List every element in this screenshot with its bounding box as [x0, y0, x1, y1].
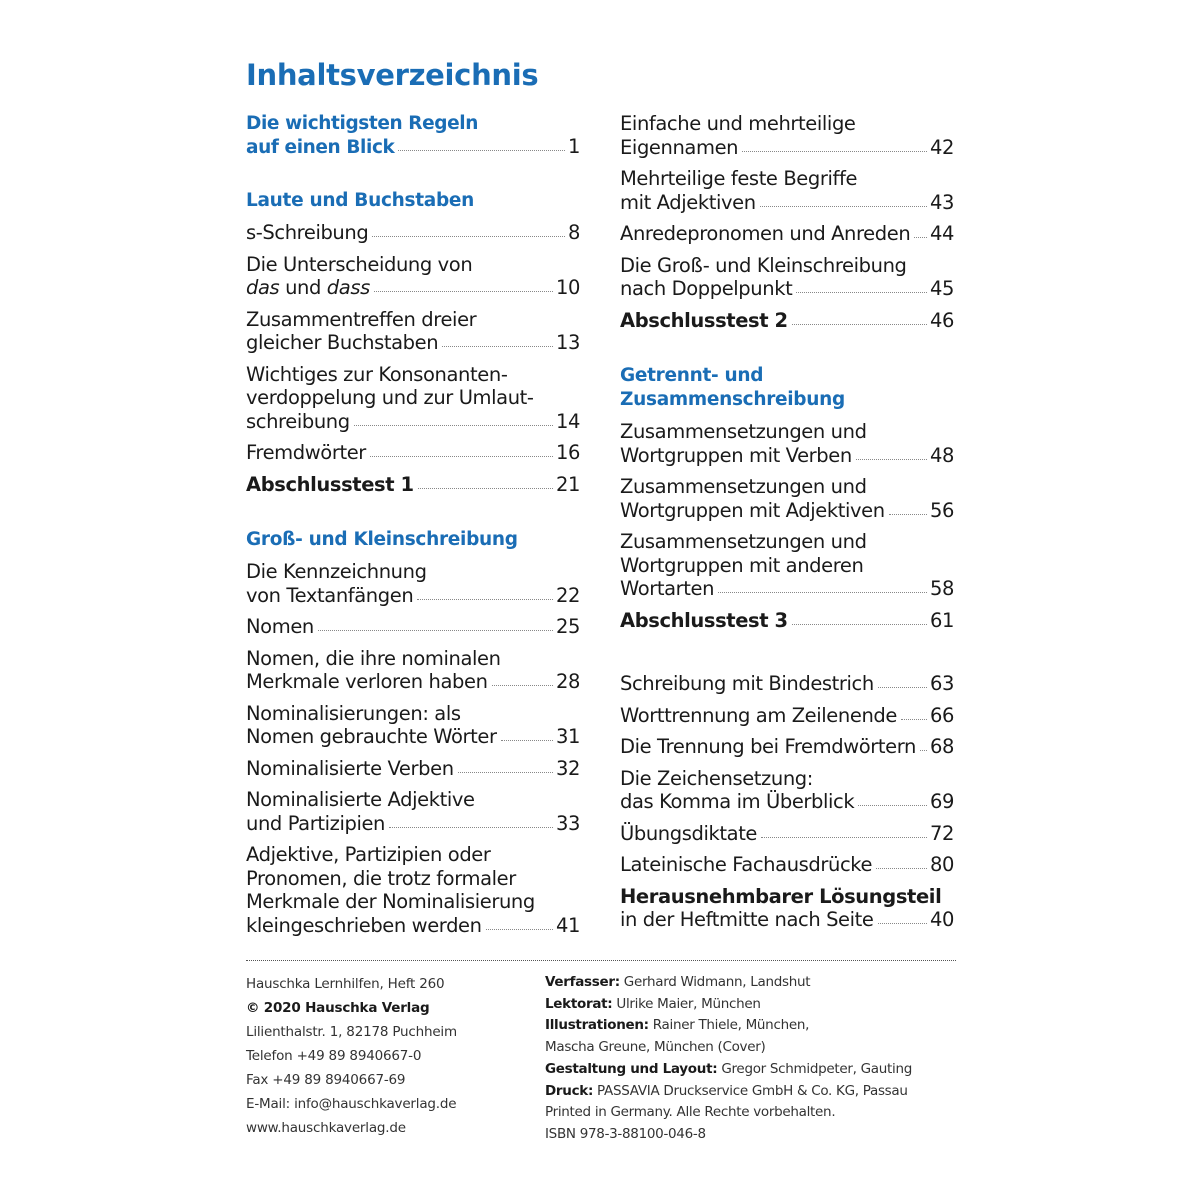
toc-entry[interactable] — [620, 767, 954, 822]
toc-page-number: 42 — [929, 135, 954, 159]
leader-dots — [858, 805, 927, 806]
toc-entry[interactable] — [246, 615, 580, 647]
leader-dots — [389, 827, 553, 828]
toc-entry-line: Die Zeichensetzung: — [620, 766, 813, 790]
toc-page-number: 14 — [555, 409, 580, 433]
toc-entry-abschlusstest[interactable] — [620, 609, 954, 641]
toc-entry-line: kleingeschrieben werden — [246, 913, 482, 937]
toc-entry-line: Die Kennzeichnung — [246, 560, 427, 583]
credit-illustrationen — [545, 1015, 965, 1037]
toc-entry-line: Einfache und mehrteilige — [620, 112, 856, 135]
imprint-fax: Fax +49 89 8940667-69 — [246, 1072, 406, 1088]
toc-entry-line: nach Doppelpunkt — [620, 277, 793, 300]
leader-dots — [920, 750, 927, 751]
credit-label: Illustrationen: — [545, 1017, 649, 1034]
toc-entry[interactable] — [620, 704, 954, 736]
toc-entry-line: gleicher Buchstaben — [246, 331, 439, 354]
toc-entry[interactable] — [246, 788, 580, 843]
toc-page-number: 69 — [929, 790, 954, 813]
toc-entry-line: Anredepronomen und Anreden — [620, 222, 911, 245]
toc-entry-line: Wortgruppen mit Verben — [620, 443, 852, 467]
toc-page-number: 21 — [555, 472, 580, 496]
toc-entry[interactable] — [620, 672, 954, 704]
leader-dots — [501, 740, 553, 741]
imprint-publisher — [246, 972, 526, 1140]
leader-dots — [796, 292, 927, 293]
toc-entry-line: Lateinische Fachausdrücke — [620, 853, 873, 876]
toc-entry-line: mit Adjektiven — [620, 190, 756, 214]
toc-page-number: 16 — [555, 441, 580, 464]
imprint-email[interactable]: E-Mail: info@hauschkaverlag.de — [246, 1096, 457, 1112]
toc-entry-line: Abschlusstest 3 — [620, 608, 788, 632]
toc-entry-line: schreibung — [246, 409, 350, 433]
toc-entry-line: Herausnehmbarer Lösungsteil — [620, 884, 942, 908]
leader-dots — [792, 624, 927, 625]
credit-value: Rainer Thiele, München, — [648, 1017, 810, 1034]
imprint-divider — [246, 960, 956, 961]
imprint-series: Hauschka Lernhilfen, Heft 260 — [246, 976, 445, 992]
toc-page-number: 63 — [929, 672, 954, 695]
credit-label: Verfasser: — [545, 974, 620, 990]
toc-entry[interactable] — [246, 843, 580, 945]
toc-page-number: 56 — [929, 498, 954, 522]
imprint-credits — [545, 972, 965, 1146]
toc-entry-line: von Textanfängen — [246, 583, 414, 607]
section-heading-laute: Laute und Buchstaben — [246, 190, 475, 211]
toc-page-number: 31 — [555, 725, 580, 748]
toc-left-column — [246, 112, 580, 945]
credit-value: Ulrike Maier, München — [612, 995, 761, 1012]
toc-page-number: 40 — [929, 908, 954, 931]
toc-page-number: 32 — [555, 756, 580, 780]
credit-label: Gestaltung und Layout: — [545, 1060, 718, 1077]
toc-entry-line: Fremdwörter — [246, 441, 366, 464]
toc-entry[interactable] — [246, 702, 580, 757]
credit-value: PASSAVIA Druckservice GmbH & Co. KG, Passau — [593, 1082, 908, 1099]
toc-entry-line: Abschlusstest 1 — [246, 472, 414, 496]
toc-entry[interactable] — [620, 735, 954, 767]
toc-page-number: 44 — [929, 222, 954, 245]
toc-entry[interactable] — [246, 757, 580, 789]
toc-entry-line: auf einen Blick — [246, 137, 395, 158]
imprint-website[interactable]: www.hauschkaverlag.de — [246, 1120, 406, 1136]
toc-entry-line: Adjektive, Partizipien oder — [246, 843, 491, 866]
leader-dots — [418, 488, 553, 489]
italic-term: dass — [326, 276, 370, 299]
toc-entry-line: Zusammensetzungen und — [620, 530, 867, 553]
toc-entry[interactable] — [620, 475, 954, 530]
toc-entry-line: Nominalisierungen: als — [246, 701, 461, 725]
toc-entry-line: Wortgruppen mit anderen — [620, 553, 864, 577]
leader-dots — [742, 151, 927, 152]
toc-entry-line: Die Trennung bei Fremdwörtern — [620, 735, 916, 758]
leader-dots — [761, 837, 927, 838]
toc-page-number: 58 — [929, 577, 954, 600]
toc-entry-line: Mehrteilige feste Begriffe — [620, 167, 858, 190]
toc-page-number: 68 — [929, 735, 954, 758]
credit-illustrationen-cont: Mascha Greune, München (Cover) — [545, 1039, 766, 1056]
imprint-address: Lilienthalstr. 1, 82178 Puchheim — [246, 1024, 457, 1040]
leader-dots — [878, 923, 927, 924]
toc-page-number: 66 — [929, 703, 954, 727]
credit-verfasser — [545, 972, 965, 994]
toc-entry[interactable] — [246, 647, 580, 702]
toc-entry[interactable] — [246, 253, 580, 308]
toc-entry-line: Die Unterscheidung von — [246, 252, 473, 276]
imprint-copyright: © 2020 Hauschka Verlag — [246, 1000, 430, 1016]
leader-dots — [354, 425, 553, 426]
leader-dots — [792, 324, 927, 325]
leader-dots — [372, 236, 565, 237]
toc-entry-line: Pronomen, die trotz formaler — [246, 866, 516, 890]
leader-dots — [914, 237, 927, 238]
toc-entry-line: Merkmale verloren haben — [246, 670, 488, 693]
toc-page-number: 1 — [567, 135, 580, 158]
credit-druck — [545, 1081, 965, 1103]
leader-dots — [878, 687, 927, 688]
toc-entry-line: Übungsdiktate — [620, 821, 758, 845]
toc-entry[interactable] — [620, 254, 954, 309]
leader-dots — [458, 772, 553, 773]
toc-page-number: 25 — [555, 615, 580, 638]
toc-entry-line: Die Groß- und Kleinschreibung — [620, 253, 907, 277]
toc-entry-line: Zusammensetzungen und — [620, 420, 867, 443]
toc-entry[interactable] — [246, 363, 580, 442]
leader-dots — [442, 346, 553, 347]
credit-isbn: ISBN 978-3-88100-046-8 — [545, 1125, 706, 1142]
leader-dots — [492, 685, 553, 686]
leader-dots — [718, 592, 927, 593]
toc-entry[interactable] — [620, 822, 954, 854]
section-heading-gross: Groß- und Kleinschreibung — [246, 529, 518, 550]
toc-entry-line: s-Schreibung — [246, 221, 369, 244]
toc-page-number: 43 — [929, 190, 954, 214]
toc-entry[interactable] — [620, 112, 954, 167]
toc-entry-line: verdoppelung und zur Umlaut- — [246, 386, 534, 409]
leader-dots — [417, 599, 553, 600]
toc-entry[interactable] — [620, 853, 954, 885]
toc-page-number: 46 — [929, 308, 954, 332]
toc-entry-line: Nomen — [246, 615, 314, 638]
toc-entry-line: Worttrennung am Zeilenende — [620, 703, 897, 727]
toc-entry-line: Abschlusstest 2 — [620, 308, 788, 332]
toc-page-number: 80 — [929, 853, 954, 876]
toc-entry-abschlusstest[interactable] — [246, 473, 580, 505]
credit-value: Gregor Schmidpeter, Gauting — [717, 1060, 912, 1077]
toc-page-number: 13 — [555, 331, 580, 354]
toc-page-number: 45 — [929, 277, 954, 300]
leader-dots — [486, 929, 553, 930]
toc-entry[interactable] — [620, 167, 954, 222]
toc-page-number: 72 — [929, 821, 954, 845]
toc-entry-loesungsteil[interactable] — [620, 885, 954, 940]
toc-entry[interactable] — [620, 530, 954, 609]
toc-entry-line: Nominalisierte Adjektive — [246, 788, 475, 811]
toc-entry-line: Die wichtigsten Regeln — [246, 113, 478, 134]
toc-entry-line: Eigennamen — [620, 135, 739, 159]
toc-entry-line: und Partizipien — [246, 811, 386, 835]
leader-dots — [398, 150, 565, 151]
leader-dots — [876, 868, 927, 869]
toc-page-number: 61 — [929, 608, 954, 632]
toc-entry-line: Merkmale der Nominalisierung — [246, 890, 535, 913]
toc-entry-line: Zusammensetzungen und — [620, 475, 867, 498]
page-title: Inhaltsverzeichnis — [246, 58, 539, 92]
toc-entry[interactable] — [246, 560, 580, 615]
leader-dots — [856, 459, 927, 460]
section-heading-line: Getrennt- und — [620, 365, 764, 386]
toc-page-number: 8 — [567, 221, 580, 244]
credit-printed: Printed in Germany. Alle Rechte vorbehalten. — [545, 1104, 836, 1121]
toc-entry-line: und — [279, 276, 327, 299]
toc-page-number: 33 — [555, 811, 580, 835]
credit-label: Lektorat: — [545, 995, 613, 1012]
toc-entry-line: Nomen gebrauchte Wörter — [246, 725, 497, 748]
italic-term: das — [246, 276, 280, 299]
toc-entry-line: das Komma im Überblick — [620, 790, 855, 813]
leader-dots — [370, 456, 553, 457]
toc-entry-line: Wichtiges zur Konsonanten- — [246, 362, 508, 386]
toc-entry-line: Schreibung mit Bindestrich — [620, 672, 874, 695]
toc-page-number: 22 — [555, 583, 580, 607]
toc-entry[interactable] — [246, 308, 580, 363]
toc-entry[interactable] — [620, 222, 954, 254]
toc-entry-line: Nomen, die ihre nominalen — [246, 646, 501, 670]
toc-page-number: 28 — [555, 670, 580, 693]
credit-lektorat — [545, 994, 965, 1016]
toc-entry[interactable] — [620, 420, 954, 475]
toc-page-number: 10 — [555, 276, 580, 299]
imprint-phone: Telefon +49 89 8940667-0 — [246, 1048, 422, 1064]
toc-entry[interactable] — [246, 221, 580, 253]
leader-dots — [760, 206, 927, 207]
toc-page-number: 48 — [929, 443, 954, 467]
toc-entry-abschlusstest[interactable] — [620, 309, 954, 341]
credit-gestaltung — [545, 1059, 965, 1081]
leader-dots — [889, 514, 927, 515]
toc-entry-regeln[interactable] — [246, 112, 580, 167]
toc-entry-line: Wortarten — [620, 577, 715, 600]
credit-label: Druck: — [545, 1082, 594, 1099]
toc-entry-line: Nominalisierte Verben — [246, 756, 454, 780]
toc-entry-line: Zusammentreffen dreier — [246, 307, 477, 331]
toc-entry-line: Wortgruppen mit Adjektiven — [620, 498, 885, 522]
toc-page-number: 41 — [555, 913, 580, 937]
leader-dots — [374, 291, 553, 292]
section-heading-getrennt — [620, 364, 954, 420]
credit-value: Gerhard Widmann, Landshut — [619, 974, 811, 990]
leader-dots — [901, 719, 927, 720]
leader-dots — [318, 630, 553, 631]
toc-entry[interactable] — [246, 441, 580, 473]
toc-entry-line: in der Heftmitte nach Seite — [620, 908, 874, 931]
section-heading-line: Zusammenschreibung — [620, 389, 845, 410]
toc-right-column — [620, 112, 954, 940]
